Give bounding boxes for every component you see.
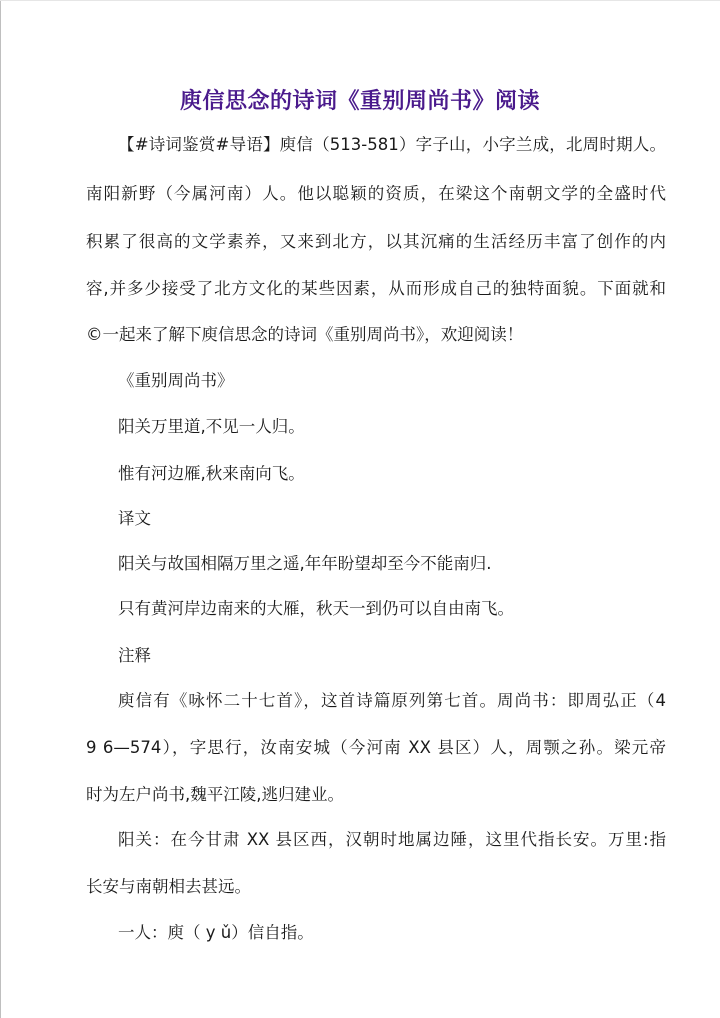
intro-line-1: 【#诗词鉴赏#导语】庾信（513-581）字子山，小字兰成，北周时期人。 xyxy=(118,135,666,154)
translation-line-1: 阳关与故国相隔万里之遥,年年盼望却至今不能南归. xyxy=(118,554,492,573)
intro-line-3: 积累了很高的文学素养，又来到北方，以其沉痛的生活经历丰富了创作的内 xyxy=(86,232,666,251)
page-border-left xyxy=(0,0,1,1018)
page-title: 庾信思念的诗词《重别周尚书》阅读 xyxy=(179,89,540,114)
intro-line-5: ©一起来了解下庾信思念的诗词《重别周尚书》，欢迎阅读！ xyxy=(86,325,524,344)
note-1-line-2: 9 6—574），字思行，汝南安城（今河南 XX 县区）人，周颚之孙。梁元帝 xyxy=(86,738,666,757)
translation-line-2: 只有黄河岸边南来的大雁，秋天一到仍可以自由南飞。 xyxy=(118,599,514,618)
poem-line-1: 阳关万里道,不见一人归。 xyxy=(118,417,305,436)
note-2-line-1: 阳关：在今甘肃 XX 县区西，汉朝时地属边陲，这里代指长安。万里:指 xyxy=(118,830,666,849)
intro-line-2: 南阳新野（今属河南）人。他以聪颖的资质，在梁这个南朝文学的全盛时代 xyxy=(86,184,666,203)
note-3-line-1: 一人：庾（ y ǔ）信自指。 xyxy=(118,923,314,942)
translation-heading: 译文 xyxy=(118,509,151,528)
intro-line-4: 容,并多少接受了北方文化的某些因素，从而形成自己的独特面貌。下面就和 xyxy=(86,279,666,298)
poem-line-2: 惟有河边雁,秋来南向飞。 xyxy=(118,464,305,483)
poem-title: 《重别周尚书》 xyxy=(118,371,234,390)
note-1-line-1: 庾信有《咏怀二十七首》，这首诗篇原列第七首。周尚书：即周弘正（4 xyxy=(118,691,666,710)
notes-heading: 注释 xyxy=(118,646,151,665)
page-border-top xyxy=(0,0,720,1)
note-2-line-2: 长安与南朝相去甚远。 xyxy=(86,877,251,896)
note-1-line-3: 时为左户尚书,魏平江陵,逃归建业。 xyxy=(86,785,344,804)
